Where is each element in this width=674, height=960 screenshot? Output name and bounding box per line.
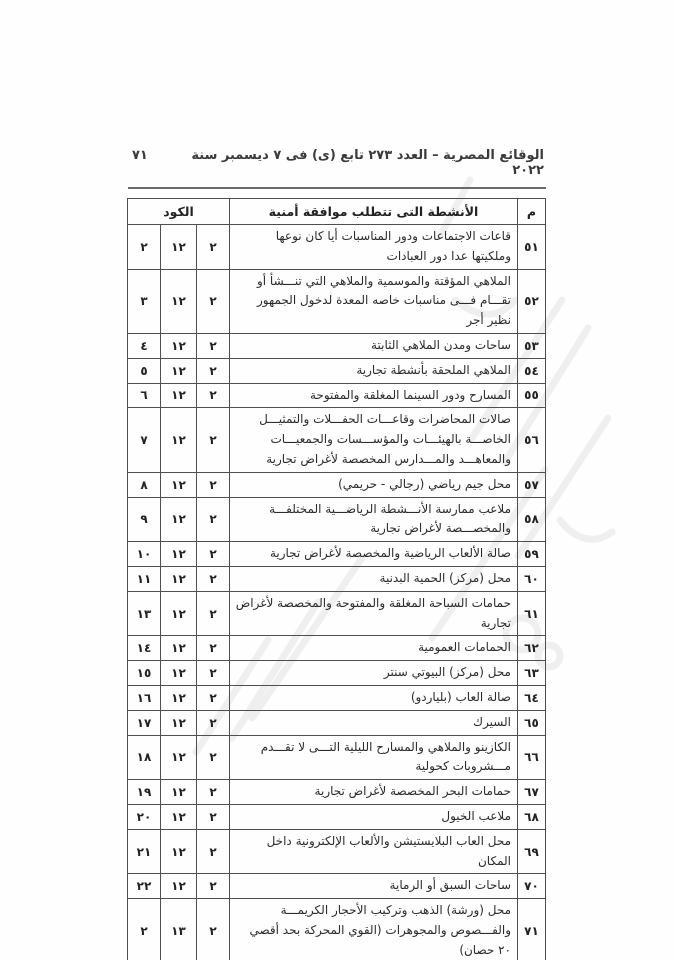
code-cell-1: ٢ <box>197 358 230 383</box>
code-cell-1: ٢ <box>197 710 230 735</box>
code-cell-1: ٢ <box>197 735 230 780</box>
activity-cell: الحمامات العمومية <box>230 636 518 661</box>
table-row <box>128 225 546 270</box>
row-number-cell: ٥١ <box>518 225 546 270</box>
table-row <box>128 591 546 636</box>
code-cell-2: ١٢ <box>161 333 197 358</box>
table-row <box>128 780 546 805</box>
activity-cell: الملاهي الملحقة بأنشطة تجارية <box>230 358 518 383</box>
code-cell-1: ٢ <box>197 542 230 567</box>
row-number-cell: ٦٥ <box>518 710 546 735</box>
table-row <box>128 685 546 710</box>
code-cell-2: ١٢ <box>161 225 197 270</box>
code-cell-1: ٢ <box>197 566 230 591</box>
code-cell-1: ٢ <box>197 472 230 497</box>
col-header-activity: الأنشطة التى تتطلب موافقة أمنية <box>230 199 518 225</box>
activity-cell: محل العاب البلايستيشن والألعاب الإلكترونية داخل المكان <box>230 829 518 874</box>
code-cell-2: ١٢ <box>161 358 197 383</box>
code-cell-2: ١٢ <box>161 661 197 686</box>
code-cell-1: ٢ <box>197 383 230 408</box>
activity-cell: صالة الألعاب الرياضية والمخصصة لأغراض تجارية <box>230 542 518 567</box>
code-cell-3: ٤ <box>128 333 161 358</box>
page-number: ٧١ <box>132 148 148 163</box>
activity-cell: المسارح ودور السينما المغلقة والمفتوحة <box>230 383 518 408</box>
code-cell-1: ٢ <box>197 804 230 829</box>
code-cell-2: ١٢ <box>161 829 197 874</box>
activity-cell: صالة العاب (بلياردو) <box>230 685 518 710</box>
code-cell-3: ٢ <box>128 225 161 270</box>
code-cell-1: ٢ <box>197 829 230 874</box>
code-cell-2: ١٢ <box>161 269 197 333</box>
table-row <box>128 333 546 358</box>
activity-cell: الملاهي المؤقتة والموسمية والملاهي التي تنـــشأ أو تقـــام فـــى مناسبات خاصه المعدة لدخول الجمهور نظير أجر <box>230 269 518 333</box>
code-cell-1: ٢ <box>197 225 230 270</box>
activity-cell: حمامات البحر المخصصة لأغراض تجارية <box>230 780 518 805</box>
code-cell-3: ٧ <box>128 408 161 472</box>
code-cell-3: ٥ <box>128 358 161 383</box>
code-cell-3: ٢١ <box>128 829 161 874</box>
table-row <box>128 661 546 686</box>
row-number-cell: ٦١ <box>518 591 546 636</box>
row-number-cell: ٦٩ <box>518 829 546 874</box>
row-number-cell: ٦٦ <box>518 735 546 780</box>
row-number-cell: ٥٤ <box>518 358 546 383</box>
code-cell-3: ١٧ <box>128 710 161 735</box>
table-row <box>128 269 546 333</box>
gazette-header-title: الوقائع المصرية – العدد ٢٧٣ تابع (ى) فى ٧ ديسمبر سنة ٢٠٢٢ <box>191 148 544 178</box>
table-header-row <box>128 199 546 225</box>
activity-cell: حمامات السباحة المغلقة والمفتوحة والمخصصة لأغراض تجارية <box>230 591 518 636</box>
row-number-cell: ٦٤ <box>518 685 546 710</box>
code-cell-3: ١٣ <box>128 591 161 636</box>
header-divider <box>128 187 546 189</box>
code-cell-2: ١٢ <box>161 408 197 472</box>
row-number-cell: ٥٩ <box>518 542 546 567</box>
table-row <box>128 636 546 661</box>
row-number-cell: ٥٦ <box>518 408 546 472</box>
code-cell-2: ١٢ <box>161 591 197 636</box>
code-cell-1: ٢ <box>197 661 230 686</box>
row-number-cell: ٧١ <box>518 899 546 960</box>
table-row <box>128 542 546 567</box>
code-cell-1: ٢ <box>197 497 230 542</box>
table-row <box>128 899 546 960</box>
table-row <box>128 829 546 874</box>
code-cell-1: ٢ <box>197 269 230 333</box>
table-row <box>128 804 546 829</box>
code-cell-3: ١٨ <box>128 735 161 780</box>
code-cell-2: ١٣ <box>161 899 197 960</box>
code-cell-2: ١٢ <box>161 636 197 661</box>
activity-cell: ساحات ومدن الملاهي الثابتة <box>230 333 518 358</box>
code-cell-1: ٢ <box>197 591 230 636</box>
row-number-cell: ٥٨ <box>518 497 546 542</box>
row-number-cell: ٦٠ <box>518 566 546 591</box>
code-cell-3: ١٠ <box>128 542 161 567</box>
row-number-cell: ٦٧ <box>518 780 546 805</box>
activity-cell: الكازينو والملاهي والمسارح الليلية التـــى لا تقـــدم مـــشروبات كحولية <box>230 735 518 780</box>
code-cell-2: ١٢ <box>161 566 197 591</box>
row-number-cell: ٥٧ <box>518 472 546 497</box>
code-cell-3: ٢٢ <box>128 874 161 899</box>
code-cell-3: ١٤ <box>128 636 161 661</box>
activity-cell: ساحات السبق أو الرماية <box>230 874 518 899</box>
row-number-cell: ٥٥ <box>518 383 546 408</box>
code-cell-1: ٢ <box>197 685 230 710</box>
row-number-cell: ٦٣ <box>518 661 546 686</box>
activities-table <box>127 198 546 960</box>
code-cell-3: ٨ <box>128 472 161 497</box>
page-content <box>128 148 546 960</box>
table-row <box>128 383 546 408</box>
code-cell-1: ٢ <box>197 408 230 472</box>
table-row <box>128 358 546 383</box>
row-number-cell: ٦٨ <box>518 804 546 829</box>
activity-cell: محل جيم رياضي (رجالي - حريمي) <box>230 472 518 497</box>
code-cell-2: ١٢ <box>161 735 197 780</box>
code-cell-3: ١٥ <box>128 661 161 686</box>
code-cell-2: ١٢ <box>161 710 197 735</box>
code-cell-1: ٢ <box>197 636 230 661</box>
activity-cell: صالات المحاضرات وقاعـــات الحفـــلات والتمثيـــل الخاصـــة بالهيئـــات والمؤســـسات والجمعيـــات والمعاهـــد والمـــدارس المخصصة لأغراض تجارية <box>230 408 518 472</box>
table-row <box>128 710 546 735</box>
page-header <box>128 148 546 178</box>
code-cell-2: ١٢ <box>161 383 197 408</box>
row-number-cell: ٥٢ <box>518 269 546 333</box>
code-cell-2: ١٢ <box>161 804 197 829</box>
activity-cell: محل (ورشة) الذهب وتركيب الأحجار الكريمـــة والفـــصوص والمجوهرات (القوي المحركة بحد أقصي ٢٠ حصان) <box>230 899 518 960</box>
code-cell-2: ١٢ <box>161 780 197 805</box>
row-number-cell: ٥٣ <box>518 333 546 358</box>
col-header-code: الكود <box>128 199 230 225</box>
row-number-cell: ٧٠ <box>518 874 546 899</box>
table-row <box>128 472 546 497</box>
code-cell-2: ١٢ <box>161 542 197 567</box>
code-cell-3: ٣ <box>128 269 161 333</box>
row-number-cell: ٦٢ <box>518 636 546 661</box>
code-cell-2: ١٢ <box>161 472 197 497</box>
code-cell-1: ٢ <box>197 874 230 899</box>
code-cell-3: ١١ <box>128 566 161 591</box>
code-cell-2: ١٢ <box>161 874 197 899</box>
code-cell-3: ٦ <box>128 383 161 408</box>
table-row <box>128 566 546 591</box>
activity-cell: ملاعب ممارسة الأنـــشطة الرياضـــية المختلفـــة والمخصـــصة لأغراض تجارية <box>230 497 518 542</box>
table-row <box>128 408 546 472</box>
activity-cell: السيرك <box>230 710 518 735</box>
code-cell-2: ١٢ <box>161 685 197 710</box>
code-cell-3: ١٩ <box>128 780 161 805</box>
activity-cell: محل (مركز) الحمية البدنية <box>230 566 518 591</box>
table-row <box>128 735 546 780</box>
table-row <box>128 497 546 542</box>
activity-cell: ملاعب الخيول <box>230 804 518 829</box>
code-cell-3: ٢٠ <box>128 804 161 829</box>
table-body <box>128 225 546 960</box>
code-cell-1: ٢ <box>197 899 230 960</box>
table-row <box>128 874 546 899</box>
code-cell-1: ٢ <box>197 780 230 805</box>
code-cell-2: ١٢ <box>161 497 197 542</box>
code-cell-3: ٢ <box>128 899 161 960</box>
col-header-m: م <box>518 199 546 225</box>
activity-cell: قاعات الاجتماعات ودور المناسبات أيا كان نوعها وملكيتها عدا دور العبادات <box>230 225 518 270</box>
code-cell-3: ١٦ <box>128 685 161 710</box>
activity-cell: محل (مركز) البيوتي سنتر <box>230 661 518 686</box>
code-cell-3: ٩ <box>128 497 161 542</box>
code-cell-1: ٢ <box>197 333 230 358</box>
